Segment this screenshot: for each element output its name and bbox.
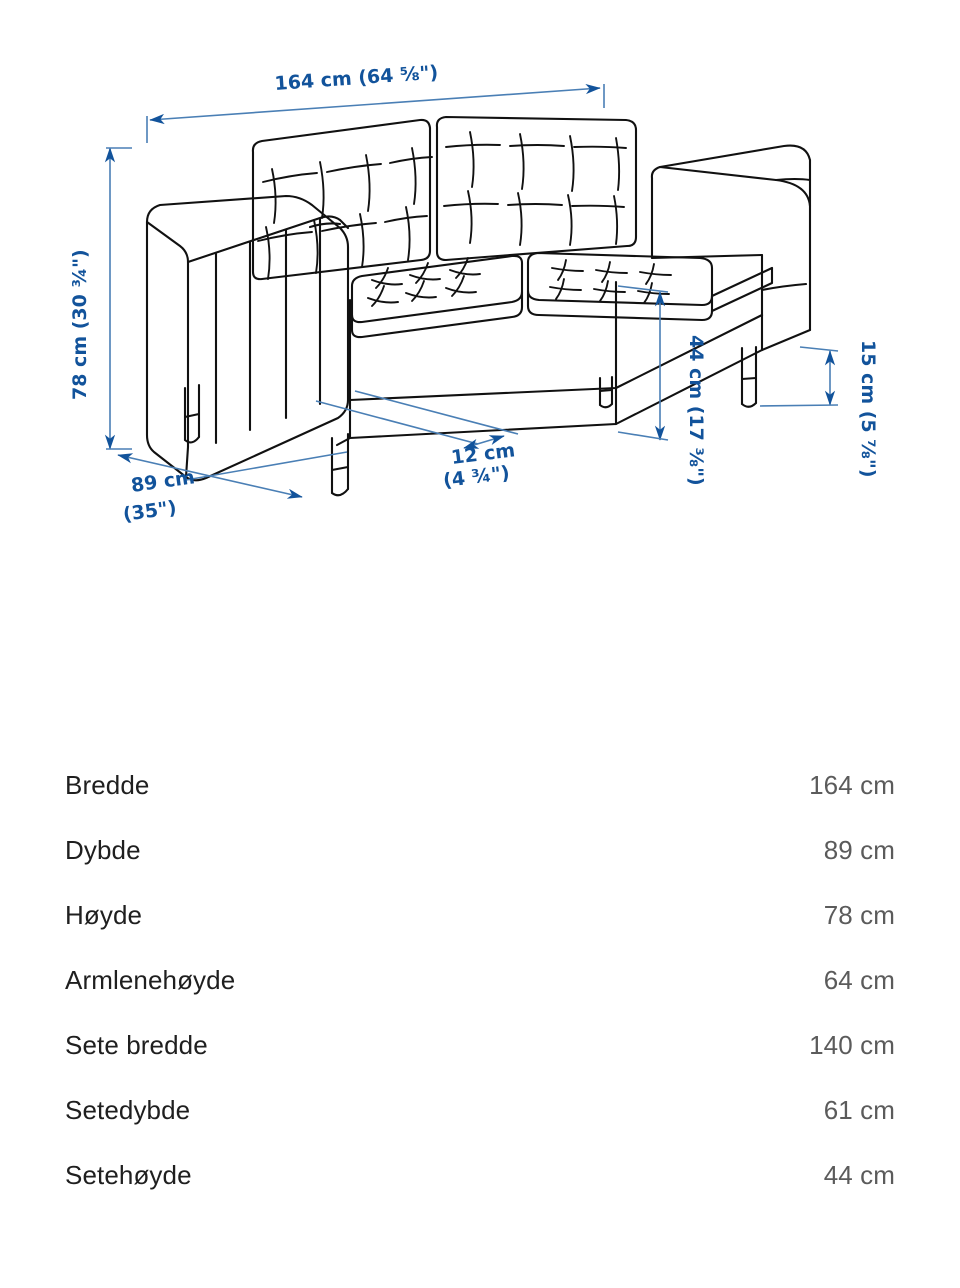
height-dimension-label: 78 cm (30 ¾"): [69, 249, 91, 400]
sofa-drawing-svg: [0, 0, 960, 560]
sofa-illustration: [147, 117, 810, 495]
depth-dimension-label-line2: (35"): [121, 496, 178, 526]
width-dim-line: [147, 84, 604, 143]
dimension-labels: [69, 62, 879, 526]
spec-label: Setedybde: [65, 1095, 191, 1125]
spec-value: 164 cm: [809, 770, 895, 800]
tufting-seat-right: [550, 260, 671, 303]
table-row: [65, 770, 895, 835]
leg-inset-dimension-label-line1: 12 cm: [449, 439, 517, 469]
seat-cushion-left: [352, 256, 522, 337]
measurements-table: [0, 770, 960, 1225]
spec-label: Sete bredde: [65, 1030, 208, 1060]
spec-label: Høyde: [65, 900, 143, 930]
leg-center-back: [600, 377, 612, 407]
leg-inset-dimension-label-line2: (4 ¾"): [441, 461, 511, 492]
spec-value: 61 cm: [823, 1095, 895, 1125]
spec-value: 89 cm: [823, 835, 895, 865]
height-dim-line: [106, 148, 132, 449]
spec-value: 140 cm: [809, 1030, 895, 1060]
back-cushion-left: [253, 120, 430, 279]
table-row: [65, 1030, 895, 1095]
spec-label: Armlenehøyde: [65, 965, 236, 995]
tufting-back-left: [258, 148, 432, 279]
spec-label: Dybde: [65, 835, 141, 865]
leg-height-dim-line: [760, 347, 838, 406]
spec-label: Setehøyde: [65, 1160, 192, 1190]
depth-dimension-label-line1: 89 cm: [129, 466, 197, 497]
back-cushion-right: [437, 117, 636, 260]
leg-height-dimension-label: 15 cm (5 ⅞"): [857, 340, 879, 478]
seat-height-dim-line: [618, 286, 668, 440]
spec-value: 44 cm: [823, 1160, 895, 1190]
table-row: [65, 965, 895, 1030]
table-row: [65, 1160, 895, 1225]
tufting-back-right: [444, 132, 626, 245]
width-dimension-label: 164 cm (64 ⅝"): [273, 61, 439, 95]
table-row: [65, 900, 895, 965]
table-row: [65, 835, 895, 900]
seat-height-dimension-label: 44 cm (17 ⅜"): [685, 335, 707, 486]
spec-label: Bredde: [65, 770, 150, 800]
table-row: [65, 1095, 895, 1160]
sofa-dimension-diagram: [0, 0, 960, 560]
spec-value: 64 cm: [823, 965, 895, 995]
spec-value: 78 cm: [823, 900, 895, 930]
